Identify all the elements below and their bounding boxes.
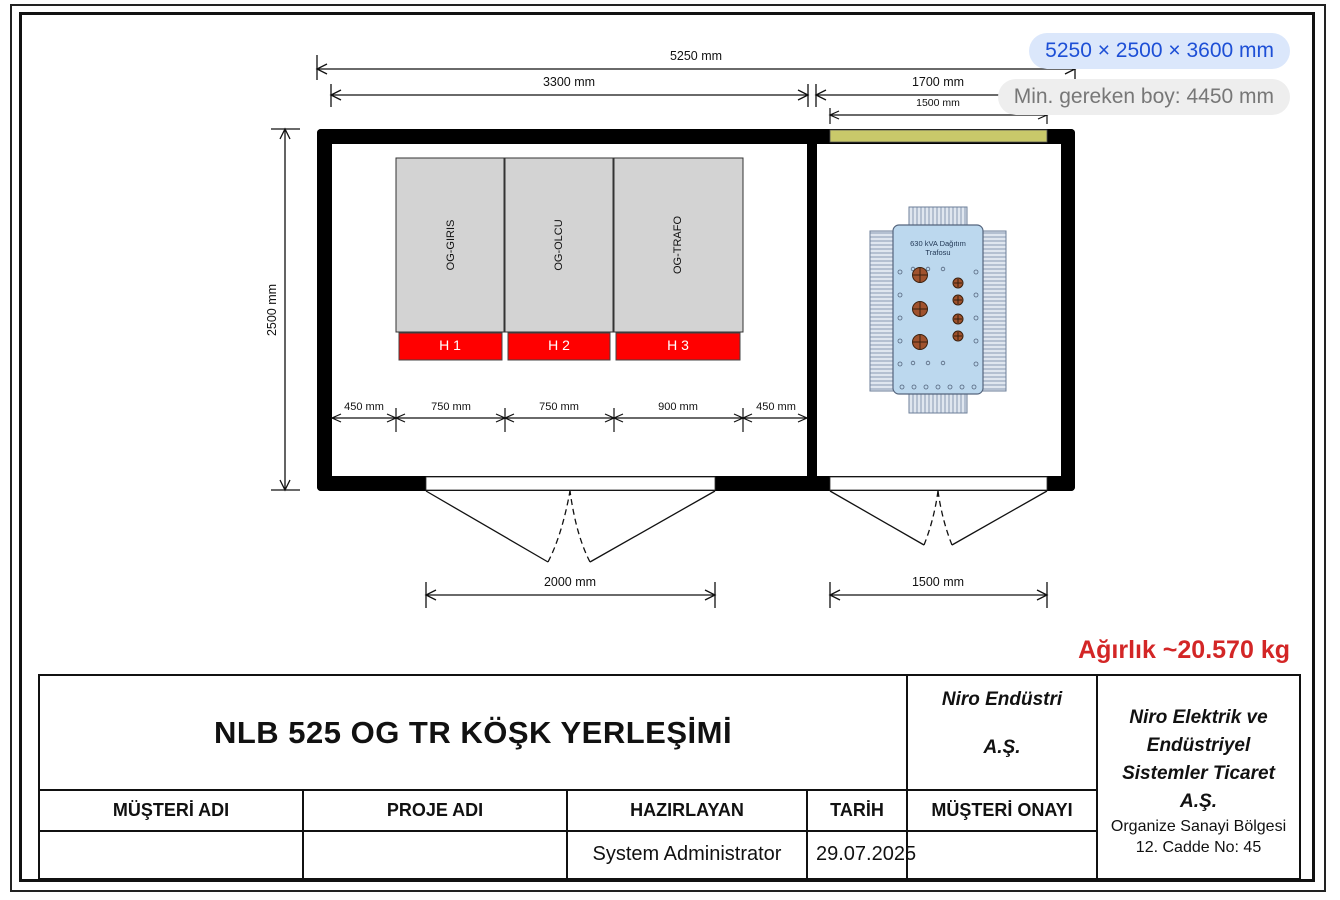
weight-label: Ağırlık ~20.570 kg	[1078, 636, 1290, 664]
mv-cell-3	[614, 158, 743, 360]
client-company-line1: Niro Endüstri	[941, 689, 1063, 710]
date-value-cell	[807, 831, 917, 879]
left-room-width-label: 3300 mm	[542, 75, 596, 89]
date-value: 29.07.2025	[816, 843, 917, 866]
left-door-swing	[426, 491, 715, 562]
right-door-width-label: 1500 mm	[911, 575, 965, 589]
mv-cell-2	[505, 158, 613, 360]
vent-width-label: 1500 mm	[916, 97, 960, 109]
overall-width-label: 5250 mm	[669, 49, 723, 63]
company-address	[1098, 816, 1299, 856]
client-company-cell	[907, 675, 1097, 790]
ventilation-grille	[830, 130, 1047, 142]
transformer	[870, 207, 1006, 413]
company-address-line2: 12. Cadde No: 45	[1135, 839, 1262, 856]
cell-name-1: OG-GIRIS	[445, 219, 457, 271]
title-block	[38, 674, 1301, 880]
company-line1: Niro Elektrik ve	[1129, 707, 1268, 728]
cell-name-3: OG-TRAFO	[672, 215, 684, 275]
cell-name-2: OG-OLCU	[553, 219, 565, 271]
spacing-label-4: 900 mm	[658, 401, 698, 413]
right-room-width-label: 1700 mm	[911, 75, 965, 89]
company-address-line1: Organize Sanayi Bölgesi	[1110, 818, 1287, 835]
left-door-width-label: 2000 mm	[543, 575, 597, 589]
project-name-value[interactable]	[303, 831, 567, 879]
dimensions-badge: 5250 × 2500 × 3600 mm	[1029, 33, 1290, 69]
drawing-title: NLB 525 OG TR KÖŞK YERLEŞİMİ	[39, 675, 907, 790]
mv-cell-1	[396, 158, 504, 360]
right-door-opening	[830, 477, 1047, 490]
company-line4: A.Ş.	[1180, 791, 1217, 812]
left-door-opening	[426, 477, 715, 490]
spacing-label-2: 750 mm	[431, 401, 471, 413]
hv-bushings	[913, 268, 928, 350]
min-length-badge: Min. gereken boy: 4450 mm	[998, 79, 1290, 115]
company-cell	[1097, 675, 1300, 879]
transformer-label-line2: Trafosu	[925, 248, 951, 257]
client-company-line2: A.Ş.	[983, 737, 1021, 758]
spacing-label-3: 750 mm	[539, 401, 579, 413]
cell-tag-2: H 2	[548, 337, 570, 353]
depth-label: 2500 mm	[265, 283, 279, 337]
customer-approval-value[interactable]	[907, 831, 1097, 879]
cell-tag-1: H 1	[439, 337, 461, 353]
right-door-swing	[830, 491, 1047, 545]
company-line3: Sistemler Ticaret	[1122, 763, 1275, 784]
project-name-header: PROJE ADI	[303, 790, 567, 830]
cell-tag-3: H 3	[667, 337, 689, 353]
company-line2: Endüstriyel	[1146, 735, 1251, 756]
date-header: TARİH	[807, 790, 907, 830]
prepared-by-value: System Administrator	[567, 831, 807, 879]
customer-name-header: MÜŞTERİ ADI	[39, 790, 303, 830]
customer-name-value[interactable]	[39, 831, 303, 879]
prepared-by-header: HAZIRLAYAN	[567, 790, 807, 830]
transformer-label-line1: 630 kVA Dağıtım	[910, 239, 966, 248]
spacing-label-5: 450 mm	[756, 401, 796, 413]
customer-approval-header: MÜŞTERİ ONAYI	[907, 790, 1097, 830]
spacing-label-1: 450 mm	[344, 401, 384, 413]
